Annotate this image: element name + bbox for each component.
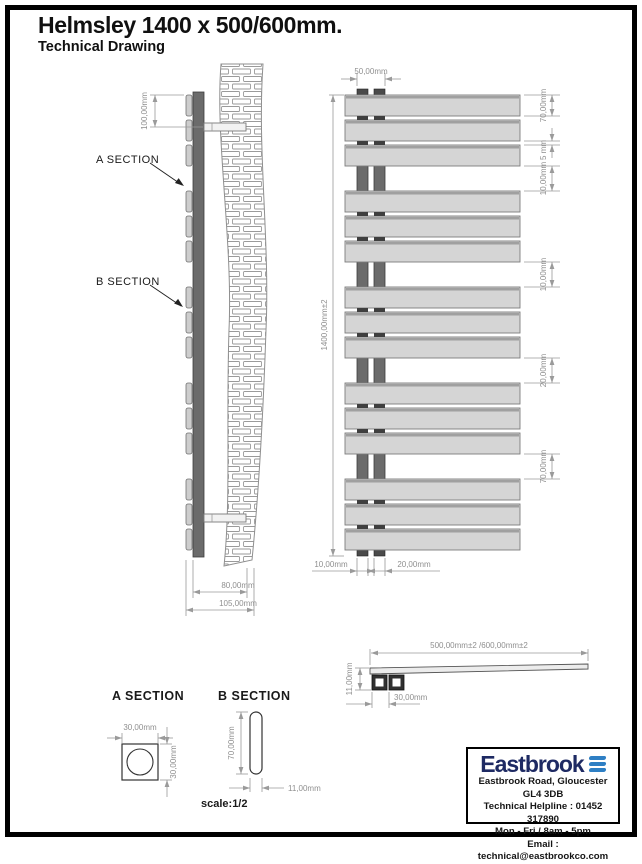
dim-arrowhead (186, 608, 193, 613)
vertical-tube-segment (374, 164, 385, 193)
dim-label-gap-70: 70,00mm (539, 449, 548, 484)
dim-label-gap-20: 20,00mm (539, 353, 548, 388)
side-panel-edge (186, 479, 192, 500)
dim-arrowhead (385, 569, 392, 574)
dim-label-bottom-10: 10,00mm (314, 560, 348, 569)
tube-glimpse (357, 404, 368, 408)
panel-top-shadow (346, 96, 519, 99)
vertical-tube-segment (357, 164, 368, 193)
dim-arrowhead (240, 590, 247, 595)
dim-arrowhead (550, 376, 555, 383)
panel-top-shadow (346, 384, 519, 387)
dim-arrowhead (550, 166, 555, 173)
dim-label-gap-10a: 10,00mm (539, 161, 548, 196)
vendor-helpline: Technical Helpline : 01452 317890 (483, 801, 603, 825)
dim-arrowhead (385, 77, 392, 82)
front-view (345, 89, 520, 556)
tube-glimpse (374, 500, 385, 504)
section-a-dim-height: 30,00mm (169, 745, 178, 779)
vertical-tube-segment (357, 260, 368, 289)
dim-label-bracket-offset: 100,00mm (140, 92, 149, 130)
vertical-tube-segment (357, 452, 368, 481)
side-panel-edge (186, 433, 192, 454)
top-view (370, 664, 588, 690)
dim-arrowhead (350, 569, 357, 574)
tube-glimpse (374, 404, 385, 408)
side-panel-edge (186, 95, 192, 116)
tube-glimpse (374, 429, 385, 433)
dim-arrowhead (262, 786, 269, 791)
tube-tab-top (374, 89, 385, 95)
tube-glimpse (374, 116, 385, 120)
section-b-detail (250, 712, 262, 774)
dim-label-depth-105: 105,00mm (219, 599, 257, 608)
vendor-email: Email : technical@eastbrookco.com (477, 838, 609, 862)
page-subtitle: Technical Drawing (38, 39, 166, 55)
wall-hatch (220, 64, 267, 566)
dim-label-depth-11: 11,00mm (345, 662, 354, 696)
dim-label-depth-80: 80,00mm (221, 581, 255, 590)
tube-tab-bottom (357, 550, 368, 556)
dim-arrowhead (550, 472, 555, 479)
dim-arrowhead (243, 786, 250, 791)
dim-label-panel-70: 70,00mm (539, 88, 548, 123)
dim-label-width-500-600: 500,00mm±2 /600,00mm±2 (430, 641, 528, 650)
panel-top-shadow (346, 288, 519, 291)
dim-arrowhead (350, 77, 357, 82)
dim-arrowhead (550, 454, 555, 461)
dim-arrowhead (550, 145, 555, 152)
vertical-tube-segment (374, 356, 385, 385)
dim-arrowhead (550, 109, 555, 116)
dim-arrowhead (153, 120, 158, 127)
dim-arrowhead (165, 780, 170, 787)
tube-glimpse (374, 237, 385, 241)
tube-glimpse (374, 308, 385, 312)
side-panel-edge (186, 216, 192, 237)
dim-arrowhead (239, 767, 244, 774)
vendor-hours: Mon - Fri / 8am - 5pm (495, 826, 591, 837)
tube-glimpse (357, 500, 368, 504)
side-panel-edge (186, 191, 192, 212)
dim-arrowhead (331, 549, 336, 556)
side-panel-edge (186, 312, 192, 333)
panel-top-shadow (346, 505, 519, 508)
eastbrook-logo-text: Eastbrook (480, 750, 584, 777)
wall-bracket-top (204, 123, 246, 131)
side-panel-edge (186, 287, 192, 308)
panel-top-shadow (346, 121, 519, 124)
tube-glimpse (357, 308, 368, 312)
dim-label-spacing-30: 30,00mm (394, 693, 428, 702)
side-panel-edge (186, 145, 192, 166)
tube-glimpse (374, 525, 385, 529)
dim-arrowhead (165, 737, 170, 744)
section-a-heading: A SECTION (112, 689, 185, 703)
dim-arrowhead (581, 651, 588, 656)
dim-arrowhead (193, 590, 200, 595)
vendor-box (466, 747, 620, 862)
dim-label-gap-5: 5 mm (539, 140, 548, 160)
dim-arrowhead (175, 178, 184, 186)
section-b-callout-label: B SECTION (96, 276, 160, 288)
dim-arrowhead (371, 651, 378, 656)
vertical-tube-segment (357, 356, 368, 385)
tube-tab-top (357, 89, 368, 95)
dim-arrowhead (550, 184, 555, 191)
tube-tab-bottom (374, 550, 385, 556)
wall-bracket-bottom (204, 514, 246, 522)
top-view-panel-slab (370, 664, 588, 674)
tube-glimpse (374, 141, 385, 145)
panel-top-shadow (346, 434, 519, 437)
vertical-tube-segment (374, 452, 385, 481)
panel-top-shadow (346, 530, 519, 533)
panel-top-shadow (346, 338, 519, 341)
panel-top-shadow (346, 480, 519, 483)
side-collector-bar (193, 92, 204, 557)
side-panel-edge (186, 120, 192, 141)
dim-arrowhead (239, 712, 244, 719)
tube-glimpse (357, 333, 368, 337)
tube-glimpse (374, 212, 385, 216)
vertical-tube-segment (374, 260, 385, 289)
dim-arrowhead (358, 683, 363, 690)
tube-glimpse (357, 429, 368, 433)
dim-label-gap-10b: 10,00mm (539, 257, 548, 292)
side-panel-edge (186, 504, 192, 525)
side-panel-edge (186, 383, 192, 404)
panel-top-shadow (346, 313, 519, 316)
tube-glimpse (357, 237, 368, 241)
section-a-detail (122, 744, 158, 780)
page-title: Helmsley 1400 x 500/600mm. (38, 12, 343, 38)
dim-arrowhead (550, 358, 555, 365)
section-b-dim-height: 70,00mm (227, 726, 236, 760)
tube-glimpse (357, 116, 368, 120)
dim-arrowhead (550, 134, 555, 141)
side-panel-edge (186, 529, 192, 550)
panel-top-shadow (346, 146, 519, 149)
dim-arrowhead (115, 736, 122, 741)
dim-arrowhead (550, 262, 555, 269)
top-view-tube-1-bore (376, 679, 384, 687)
dim-label-bottom-20: 20,00mm (397, 560, 431, 569)
dim-arrowhead (158, 736, 165, 741)
tube-glimpse (357, 141, 368, 145)
vendor-logo-row (468, 752, 618, 776)
panel-top-shadow (346, 242, 519, 245)
dim-arrowhead (153, 95, 158, 102)
vendor-address: Eastbrook Road, Gloucester GL4 3DB (478, 776, 608, 800)
panel-top-shadow (346, 192, 519, 195)
section-a-dim-width: 30,00mm (123, 723, 157, 732)
dim-arrowhead (550, 95, 555, 102)
section-b-dim-width: 11,00mm (288, 784, 321, 793)
tube-glimpse (357, 212, 368, 216)
dim-arrowhead (174, 299, 183, 307)
dim-arrowhead (389, 702, 396, 707)
panel-top-shadow (346, 409, 519, 412)
top-view-tube-2-bore (393, 679, 401, 687)
side-panel-edge (186, 337, 192, 358)
dim-arrowhead (247, 608, 254, 613)
side-panel-edge (186, 408, 192, 429)
tube-glimpse (357, 525, 368, 529)
dim-arrowhead (550, 280, 555, 287)
side-panel-edges (186, 95, 192, 550)
dim-arrowhead (358, 668, 363, 675)
eastbrook-logo-icon (589, 754, 606, 774)
section-b-heading: B SECTION (218, 689, 291, 703)
dim-arrowhead (365, 702, 372, 707)
dim-label-tube-centres: 50,00mm (354, 67, 388, 76)
dim-arrowhead (331, 95, 336, 102)
section-b-oval-panel (250, 712, 262, 774)
wall-outline (220, 64, 267, 566)
section-a-callout-label: A SECTION (96, 154, 160, 166)
panel-top-shadow (346, 217, 519, 220)
side-panel-edge (186, 241, 192, 262)
tube-glimpse (374, 333, 385, 337)
scale-label: scale:1/2 (201, 798, 248, 810)
dim-label-height-1400: 1400,00mm±2 (320, 299, 329, 351)
